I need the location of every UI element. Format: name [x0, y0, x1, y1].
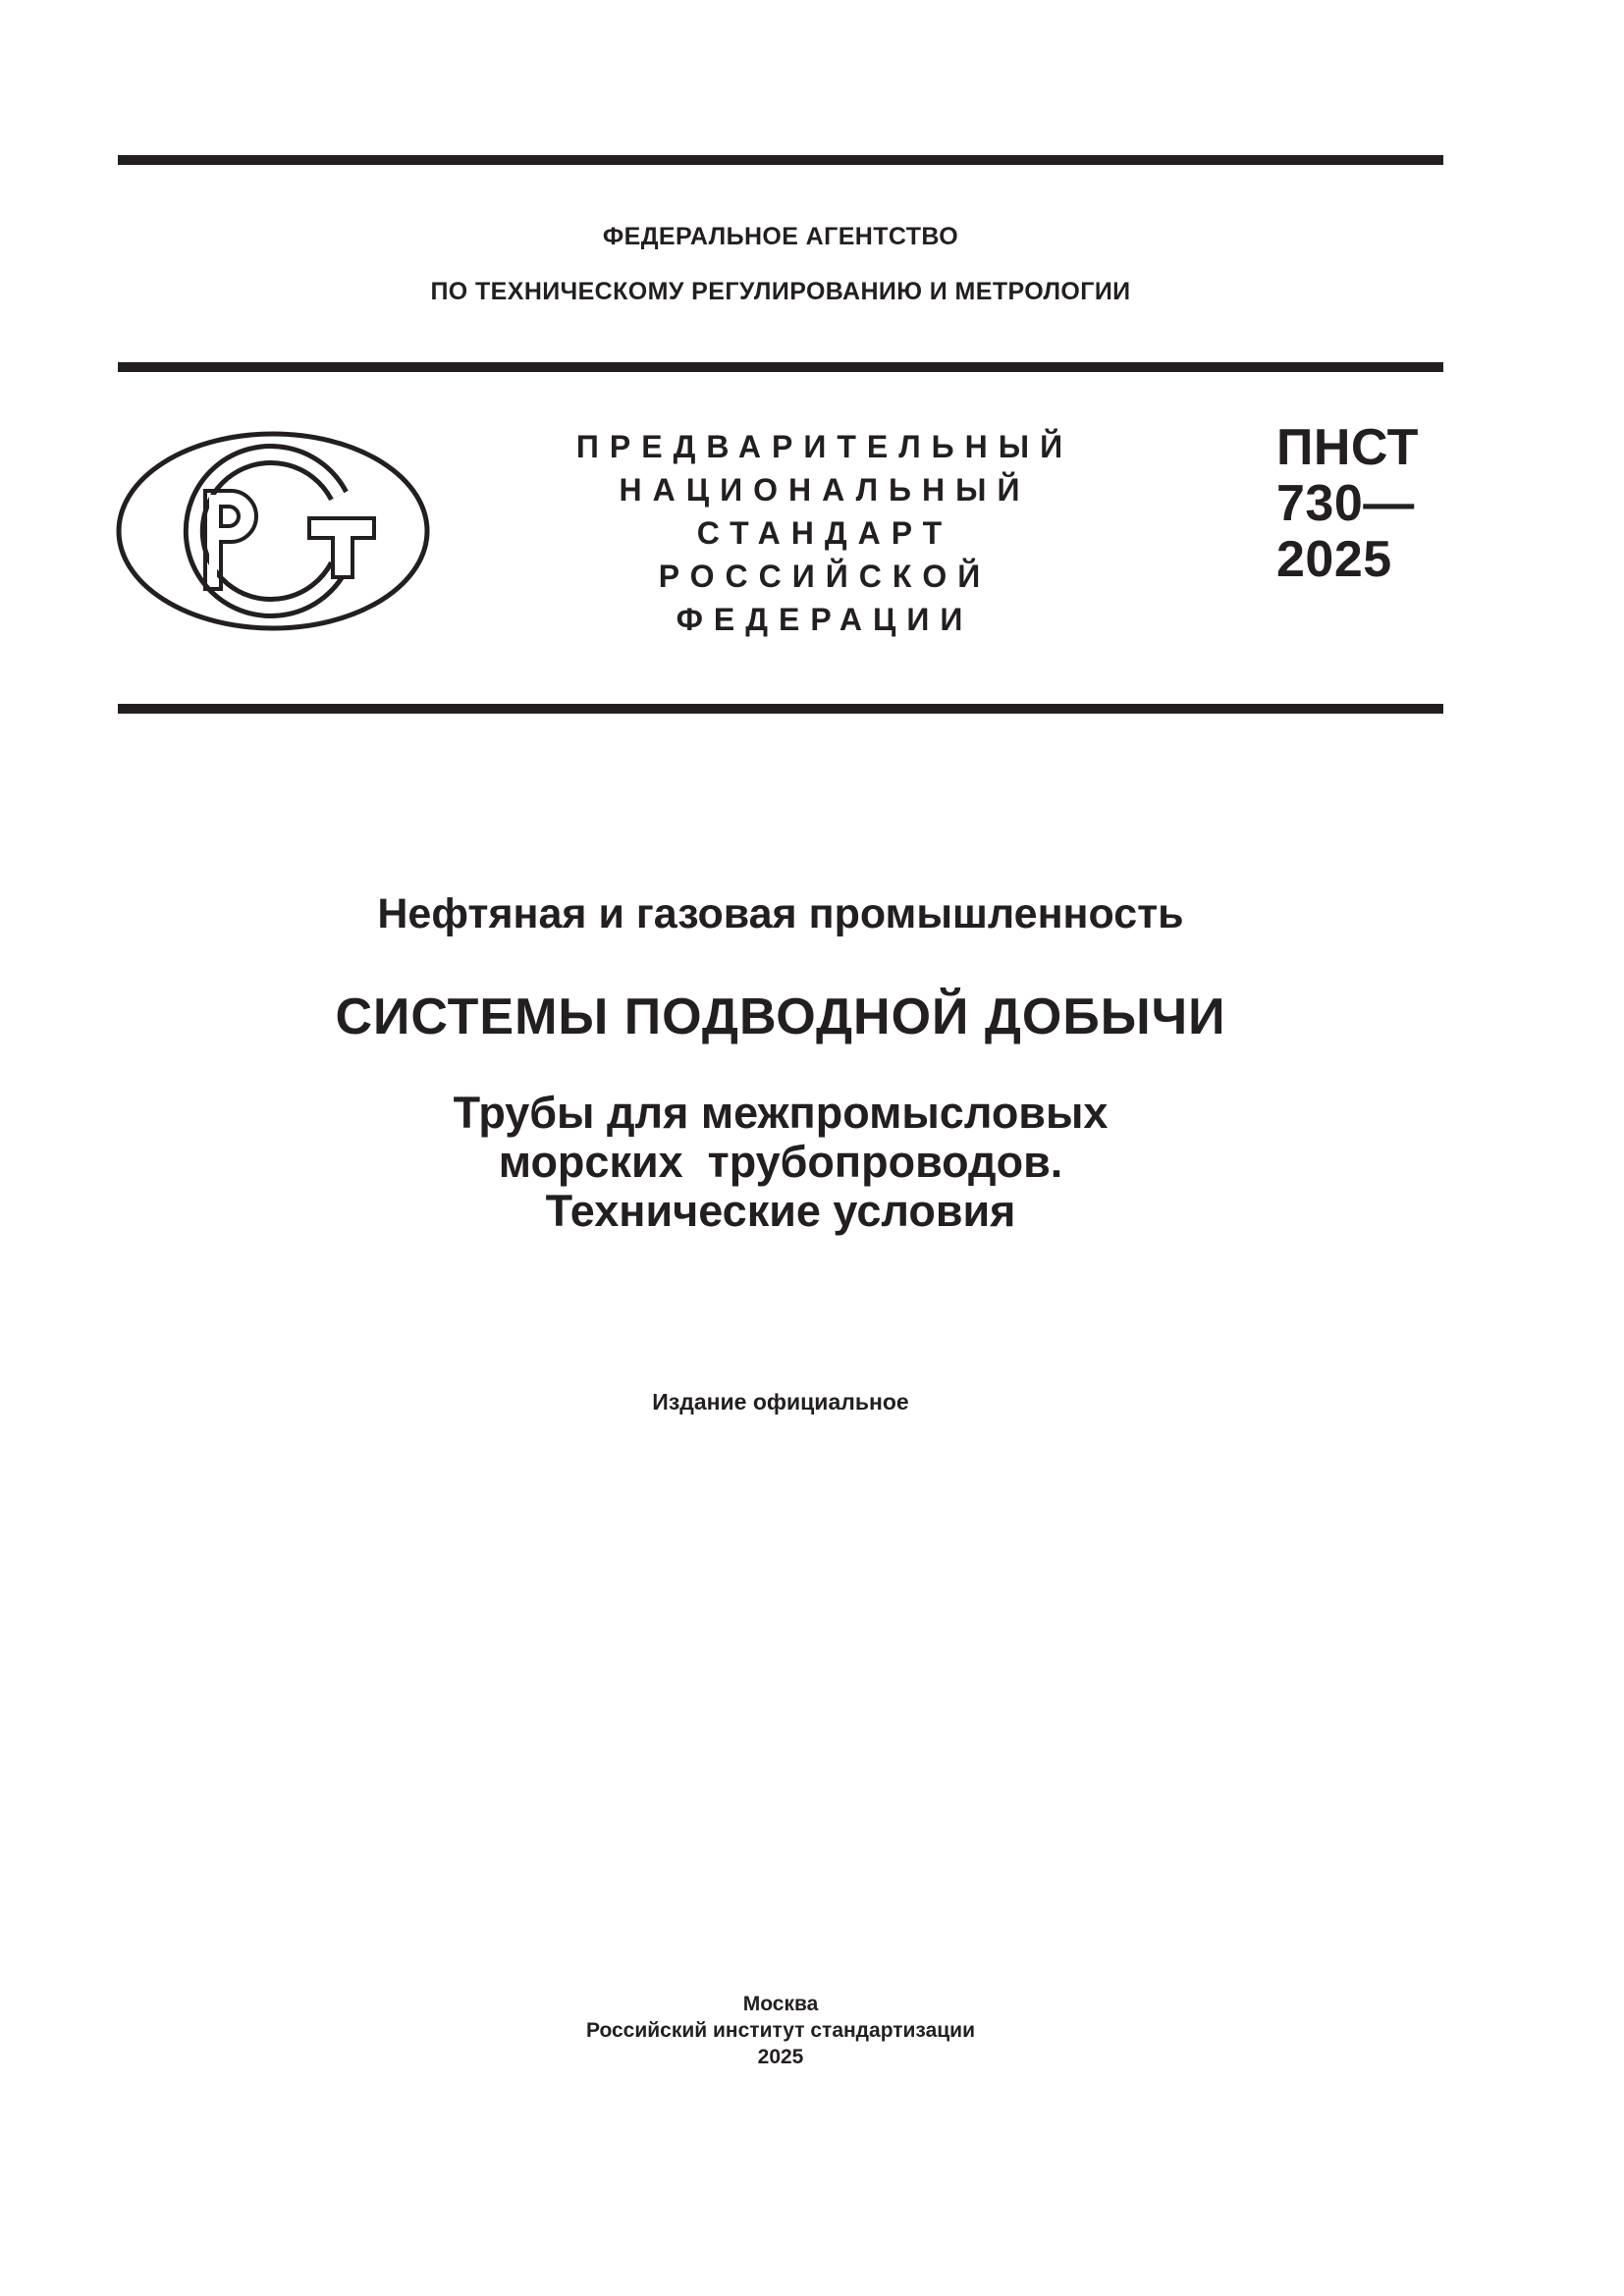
publisher-year: 2025 — [757, 2046, 804, 2068]
standard-number-value: 730— — [1276, 475, 1415, 532]
subtitle-line: морских трубопроводов. — [498, 1137, 1063, 1187]
publisher-organization: Российский институт стандартизации — [585, 2019, 976, 2042]
standard-type-line: РОССИЙСКОЙ — [658, 559, 992, 594]
system-title: СИСТЕМЫ ПОДВОДНОЙ ДОБЫЧИ — [335, 988, 1226, 1045]
edition-label: Издание официальное — [652, 1389, 909, 1415]
document-subtitle — [118, 1089, 1443, 1236]
agency-name-line-2: ПО ТЕХНИЧЕСКОМУ РЕГУЛИРОВАНИЮ И МЕТРОЛОГИИ — [430, 278, 1131, 305]
standard-number — [1276, 420, 1419, 588]
standard-type — [550, 425, 1100, 641]
standard-type-line: ПРЕДВАРИТЕЛЬНЫЙ — [575, 429, 1074, 464]
subtitle-line: Технические условия — [545, 1186, 1016, 1236]
agency-name-line-1: ФЕДЕРАЛЬНОЕ АГЕНТСТВО — [602, 223, 959, 250]
standard-type-line: ФЕДЕРАЦИИ — [676, 602, 974, 637]
gost-r-logo-icon — [115, 430, 431, 632]
middle-rule — [118, 362, 1443, 372]
standard-number-prefix: ПНСТ — [1276, 419, 1419, 476]
standard-type-line: СТАНДАРТ — [696, 515, 953, 551]
standard-number-year: 2025 — [1276, 531, 1392, 588]
publisher-block — [118, 1991, 1443, 2070]
subtitle-line: Трубы для межпромысловых — [453, 1088, 1109, 1138]
top-rule — [118, 155, 1443, 165]
industry-title: Нефтяная и газовая промышленность — [377, 890, 1184, 937]
bottom-rule — [118, 704, 1443, 714]
publisher-city: Москва — [742, 1993, 819, 2015]
standard-type-line: НАЦИОНАЛЬНЫЙ — [619, 472, 1031, 507]
